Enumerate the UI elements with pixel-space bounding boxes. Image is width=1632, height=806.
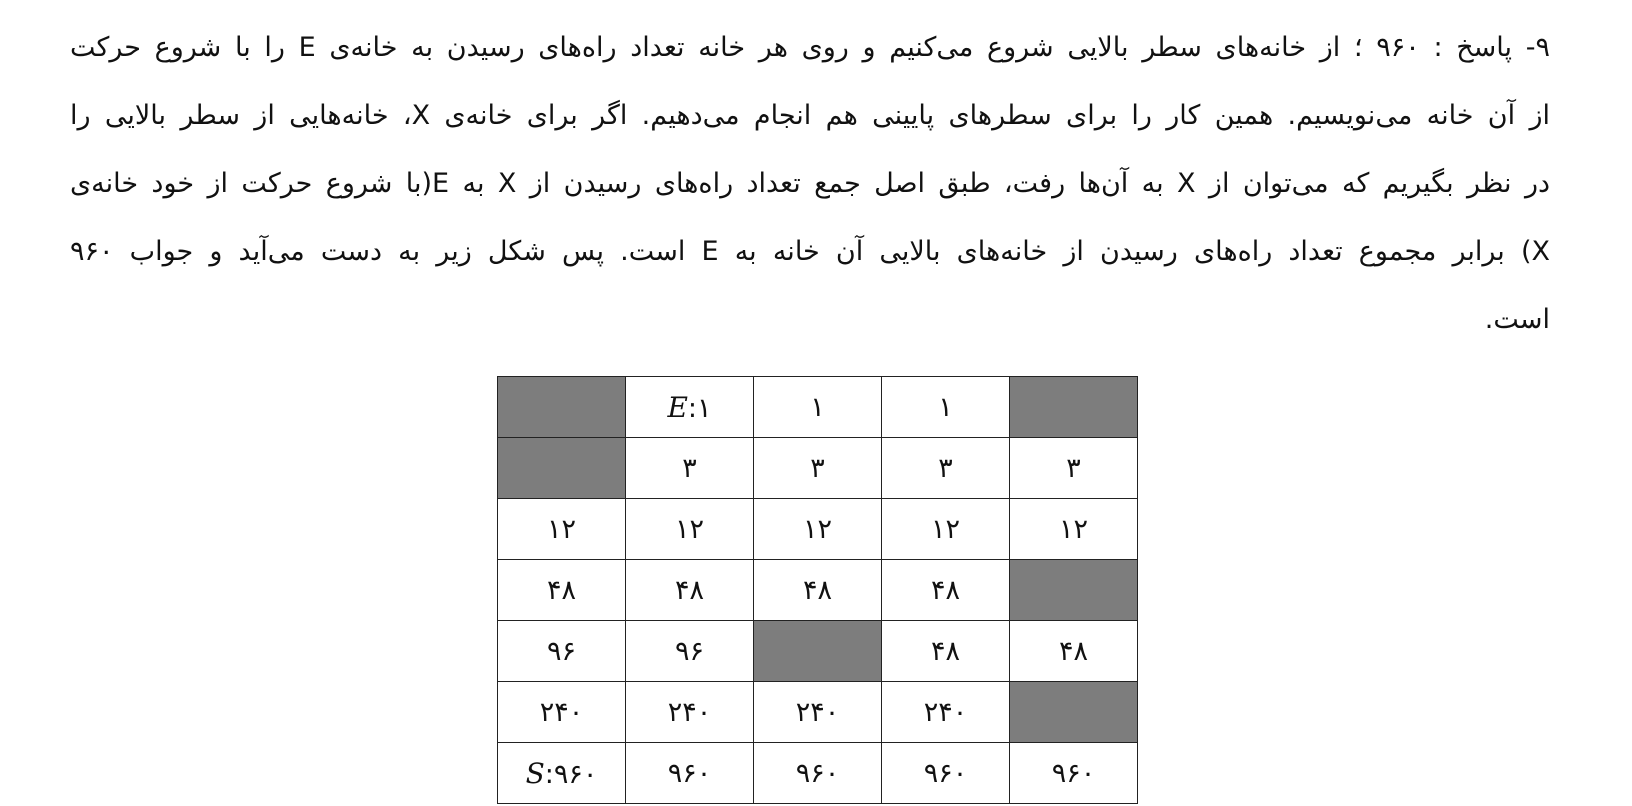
paragraph-line: از آن خانه می‌نویسیم. همین کار را برای سطرهای پایینی هم انجام می‌دهیم. اگر برای خانه‌ی X، خانه‌هایی از سطر بالایی را xyxy=(70,100,1550,131)
cell-value: ۴۸ xyxy=(930,574,960,606)
blocked-cell xyxy=(754,621,882,682)
grid-row xyxy=(498,621,1138,682)
cell-value: ۹۶ xyxy=(546,635,576,667)
grid-cell xyxy=(882,621,1010,682)
grid-cell xyxy=(626,377,754,438)
cell-value: ۱ xyxy=(938,391,953,423)
cell-value: ۴۸ xyxy=(546,574,576,606)
cell-value: ۳ xyxy=(1066,452,1081,484)
paragraph-line: ۹- پاسخ : ۹۶۰ ؛ از خانه‌های سطر بالایی شروع می‌کنیم و روی هر خانه تعداد راه‌های رسیدن به خانه‌ی E را با شروع حرکت xyxy=(70,32,1550,63)
grid-cell xyxy=(626,560,754,621)
grid-cell xyxy=(882,682,1010,743)
cell-value: ۳ xyxy=(682,452,697,484)
grid-cell xyxy=(498,682,626,743)
grid-cell xyxy=(498,743,626,804)
cell-value: ۹۶۰ xyxy=(667,757,712,789)
grid-cell xyxy=(882,560,1010,621)
cell-value: ۹۶۰ xyxy=(1051,757,1096,789)
cell-value: ۴۸ xyxy=(674,574,704,606)
grid-cell xyxy=(626,743,754,804)
cell-value: ۱۲ xyxy=(1058,513,1088,545)
cell-value: ۳ xyxy=(938,452,953,484)
paragraph-line: است. xyxy=(1484,304,1550,335)
grid-cell xyxy=(498,621,626,682)
grid-cell xyxy=(754,499,882,560)
grid-cell xyxy=(626,621,754,682)
grid-row xyxy=(498,682,1138,743)
grid-cell xyxy=(626,438,754,499)
cell-value: ۲۴۰ xyxy=(667,696,712,728)
answer-paragraph xyxy=(70,14,1550,354)
cell-value: :۹۶۰ xyxy=(544,758,598,790)
grid-cell xyxy=(1010,499,1138,560)
blocked-cell xyxy=(1010,377,1138,438)
cell-value: ۳ xyxy=(810,452,825,484)
cell-label: E xyxy=(667,390,688,424)
document-body xyxy=(70,14,1550,354)
cell-value: ۱ xyxy=(810,391,825,423)
grid-cell xyxy=(498,499,626,560)
cell-value: ۴۸ xyxy=(930,635,960,667)
paragraph-line: X) برابر مجموع تعداد راه‌های رسیدن از خانه‌های بالایی آن خانه به E است. پس شکل زیر به دست می‌آید و جواب ۹۶۰ xyxy=(70,236,1550,267)
paragraph-line: در نظر بگیریم که می‌توان از X به آن‌ها رفت، طبق اصل جمع تعداد راه‌های رسیدن از X به E(با شروع حرکت از خود خانه‌ی xyxy=(70,168,1550,199)
cell-content xyxy=(667,390,712,424)
grid-cell xyxy=(754,377,882,438)
grid-cell xyxy=(498,560,626,621)
cell-content xyxy=(525,756,598,790)
blocked-cell xyxy=(1010,560,1138,621)
cell-value: ۱۲ xyxy=(930,513,960,545)
grid-row xyxy=(498,743,1138,804)
cell-value: ۴۸ xyxy=(802,574,832,606)
cell-value: :۱ xyxy=(687,392,712,424)
cell-value: ۴۸ xyxy=(1058,635,1088,667)
grid-cell xyxy=(1010,621,1138,682)
grid-cell xyxy=(754,438,882,499)
cell-value: ۹۶ xyxy=(674,635,704,667)
grid-row xyxy=(498,377,1138,438)
cell-value: ۹۶۰ xyxy=(923,757,968,789)
path-count-grid xyxy=(497,376,1132,801)
cell-value: ۲۴۰ xyxy=(923,696,968,728)
blocked-cell xyxy=(498,438,626,499)
grid-row xyxy=(498,560,1138,621)
cell-value: ۲۴۰ xyxy=(795,696,840,728)
grid-row xyxy=(498,499,1138,560)
grid-cell xyxy=(626,499,754,560)
grid-cell xyxy=(882,377,1010,438)
cell-value: ۲۴۰ xyxy=(539,696,584,728)
blocked-cell xyxy=(1010,682,1138,743)
grid-cell xyxy=(754,743,882,804)
cell-value: ۱۲ xyxy=(546,513,576,545)
grid-cell xyxy=(882,438,1010,499)
cell-label: S xyxy=(525,756,545,790)
grid-cell xyxy=(1010,438,1138,499)
grid-row xyxy=(498,438,1138,499)
grid-cell xyxy=(754,560,882,621)
grid-cell xyxy=(1010,743,1138,804)
cell-value: ۱۲ xyxy=(802,513,832,545)
blocked-cell xyxy=(498,377,626,438)
grid-table xyxy=(497,376,1138,804)
grid-cell xyxy=(882,743,1010,804)
grid-cell xyxy=(882,499,1010,560)
grid-cell xyxy=(626,682,754,743)
cell-value: ۱۲ xyxy=(674,513,704,545)
grid-cell xyxy=(754,682,882,743)
cell-value: ۹۶۰ xyxy=(795,757,840,789)
